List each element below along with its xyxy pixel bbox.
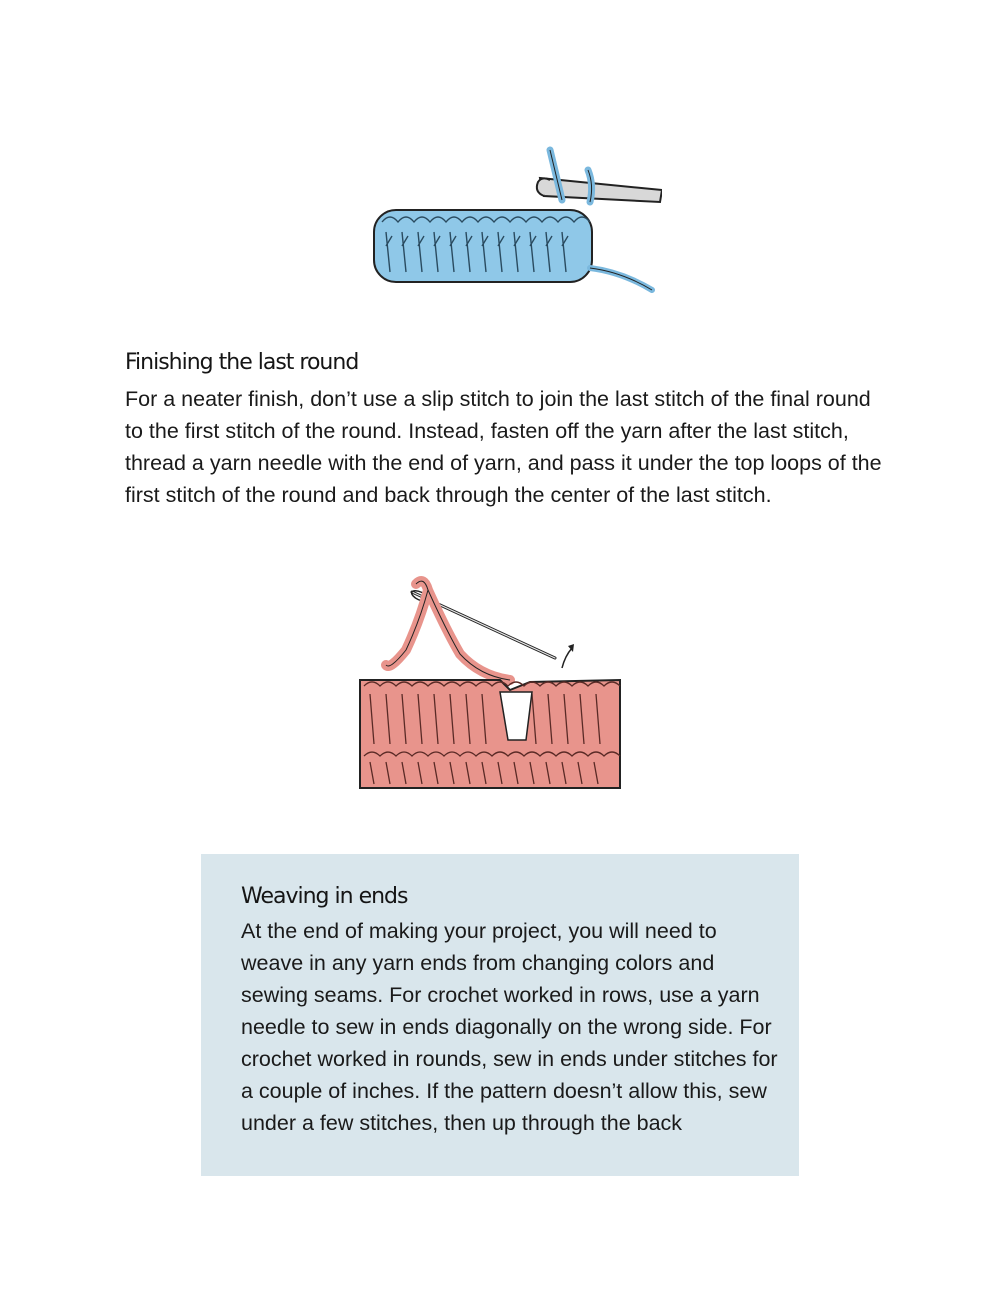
sidebar-box-weaving-in-ends — [201, 854, 799, 1176]
sidebar-body-weaving-in-ends: At the end of making your project, you will need to weave in any yarn ends from changing colors and sewing seams. For crochet worked in rows, use a yarn needle to sew in ends diagonally on the wrong side. For crochet worked in rounds, sew in ends under stitches for a couple of inches. If the pattern doesn’t allow this, sew under a few stitches, then up through the back — [241, 919, 778, 1135]
section-heading-finishing-last-round: Finishing the last round — [125, 350, 359, 375]
section-body-finishing-last-round: For a neater finish, don’t use a slip stitch to join the last stitch of the final round to the first stitch of the round. Instead, fasten off the yarn after the last stitch, thread a yarn needle with the end of yarn, and pass it under the top loops of the first stitch of the round and back through the center of the last stitch. — [125, 387, 882, 507]
yarn-needle-pink-stitches-illustration — [350, 570, 640, 795]
crochet-hook-blue-stitches-illustration — [362, 140, 662, 300]
sidebar-heading-weaving-in-ends: Weaving in ends — [241, 884, 408, 909]
